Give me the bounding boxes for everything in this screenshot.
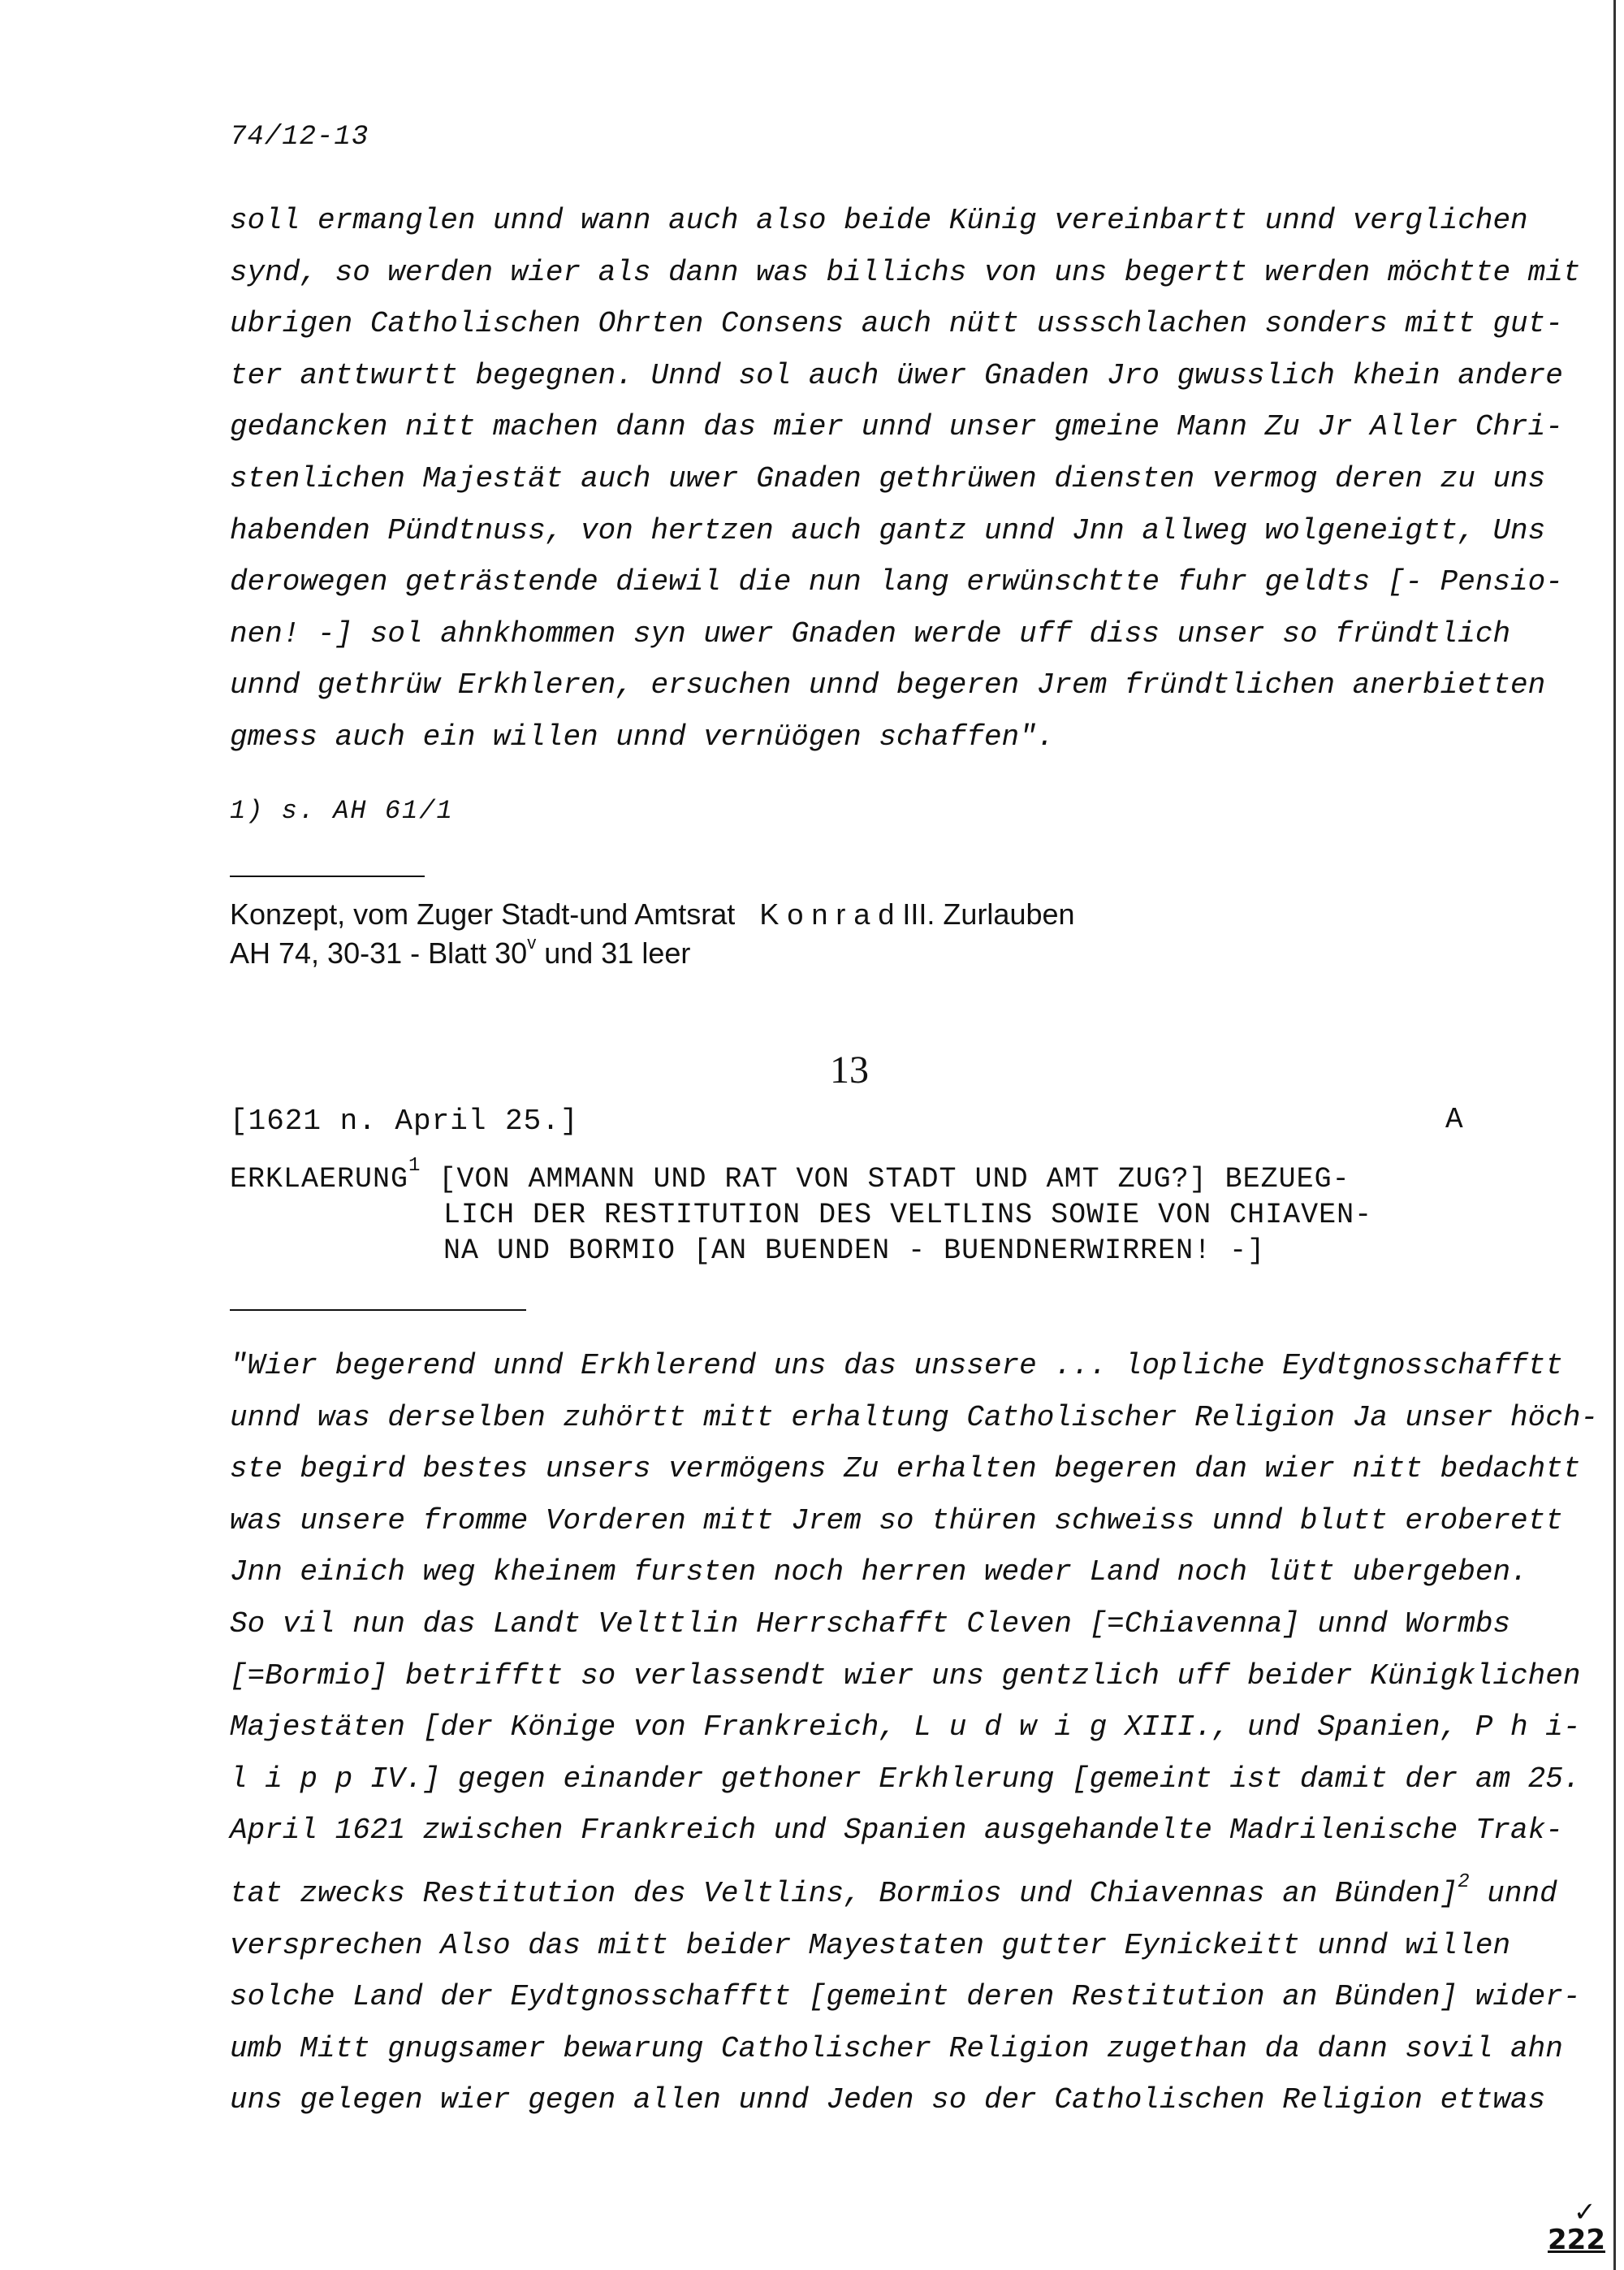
text-line: ubrigen Catholischen Ohrten Consens auch nütt ussschlachen sonders mitt gut-: [230, 307, 1563, 341]
text-line: stenlichen Majestät auch uwer Gnaden gethrüwen diensten vermog deren zu uns: [230, 461, 1546, 495]
title-line: NA UND BORMIO [AN BUENDEN - BUENDNERWIRREN! -]: [443, 1234, 1266, 1267]
title-line: LICH DER RESTITUTION DES VELTLINS SOWIE VON CHIAVEN-: [443, 1199, 1373, 1231]
source-line-2: [230, 932, 690, 971]
text-line: derowegen geträstende diewil die nun lang erwünschtte fuhr geldts [- Pensio-: [230, 565, 1563, 599]
source-text: und 31 leer: [536, 936, 691, 970]
title-text: [VON AMMANN UND RAT VON STADT UND AMT ZUG?] BEZUEG-: [421, 1163, 1350, 1196]
text-line: nen! -] sol ahnkhommen syn uwer Gnaden werde uff diss unser so fründtlich: [230, 616, 1511, 651]
text-line: ter anttwurtt begegnen. Unnd sol auch üwer Gnaden Jro gwusslich khein andere: [230, 358, 1563, 392]
text-line: solche Land der Eydtgnosschafftt [gemeint deren Restitution an Bünden] wider-: [230, 1980, 1581, 2014]
text-line: [=Bormio] betrifftt so verlassendt wier uns gentzlich uff beider Künigklichen: [230, 1658, 1581, 1693]
text-line: "Wier begerend unnd Erkhlerend uns das unssere ... lopliche Eydtgnosschafftt: [230, 1349, 1563, 1382]
superscript: v: [527, 932, 537, 953]
footnote-ref: 1: [408, 1155, 421, 1177]
text-line: ste begird bestes unsers vermögens Zu erhalten begeren dan wier nitt bedachtt: [230, 1452, 1581, 1486]
text-line: versprechen Also das mitt beider Mayestaten gutter Eynickeitt unnd willen: [230, 1928, 1511, 1962]
text-line: unnd was derselben zuhörtt mitt erhaltung Catholischer Religion Ja unser höch-: [230, 1400, 1599, 1434]
text-line: l i p p IV.] gegen einander gethoner Erkhlerung [gemeint ist damit der am 25.: [230, 1762, 1581, 1796]
paragraph-continuation: [230, 195, 1580, 763]
document-marker: A: [1445, 1103, 1463, 1136]
text-line: was unsere fromme Vorderen mitt Jrem so thüren schweiss unnd blutt eroberett: [230, 1503, 1563, 1537]
source-person: K o n r a d III. Zurlauben: [759, 897, 1075, 931]
text-line: umb Mitt gnugsamer bewarung Catholischer Religion zugethan da dann sovil ahn: [230, 2031, 1563, 2065]
text-line: Majestäten [der Könige von Frankreich, L u d w i g XIII., und Spanien, P h i-: [230, 1710, 1581, 1745]
text-line: April 1621 zwischen Frankreich und Spanien ausgehandelte Madrilenische Trak-: [230, 1814, 1563, 1848]
document-date: [1621 n. April 25.]: [230, 1105, 579, 1138]
divider: [230, 876, 425, 877]
text-line: habenden Pündtnuss, von hertzen auch gantz unnd Jnn allweg wolgeneigtt, Uns: [230, 513, 1546, 547]
text-line: gedancken nitt machen dann das mier unnd unser gmeine Mann Zu Jr Aller Chri-: [230, 410, 1563, 444]
source-text: Konzept, vom Zuger Stadt-: [230, 897, 580, 931]
text-line: unnd gethrüw Erkhleren, ersuchen unnd begeren Jrem fründtlichen anerbietten: [230, 668, 1546, 703]
text-line: Jnn einich weg kheinem fursten noch herren weder Land noch lütt ubergeben.: [230, 1555, 1528, 1589]
checkmark-icon: ✓: [1575, 2196, 1594, 2231]
text-line: [230, 1857, 1598, 1920]
text-line: synd, so werden wier als dann was billichs von uns begertt werden möchtte mit: [230, 255, 1581, 289]
title-text: ERKLAERUNG: [230, 1163, 409, 1196]
text-line: So vil nun das Landt Velttlin Herrschafft Cleven [=Chiavenna] unnd Wormbs: [230, 1606, 1511, 1641]
text-segment: unnd: [1469, 1876, 1557, 1910]
source-line-1: [230, 897, 1075, 932]
text-line: uns gelegen wier gegen allen unnd Jeden so der Catholischen Religion ettwas: [230, 2083, 1546, 2117]
document-title: [230, 1148, 1372, 1269]
document-number: 13: [830, 1049, 869, 1092]
footnote: 1) s. AH 61/1: [230, 796, 454, 826]
source-text: AH 74, 30-31 - Blatt 30: [230, 936, 528, 970]
divider: [230, 1309, 526, 1311]
page-number: 222: [1548, 2224, 1605, 2256]
page-reference: 74/12-13: [230, 122, 369, 153]
source-text: und Amtsrat: [579, 897, 736, 931]
title-line: [230, 1148, 1372, 1197]
paragraph-quote: [230, 1340, 1598, 2126]
text-line: soll ermanglen unnd wann auch also beide Künig vereinbartt unnd verglichen: [230, 204, 1528, 237]
text-line: gmess auch ein willen unnd vernüögen schaffen".: [230, 720, 1055, 754]
text-segment: tat zwecks Restitution des Veltlins, Bormios und Chiavennas an Bünden]: [230, 1876, 1458, 1910]
footnote-ref: 2: [1458, 1870, 1470, 1893]
